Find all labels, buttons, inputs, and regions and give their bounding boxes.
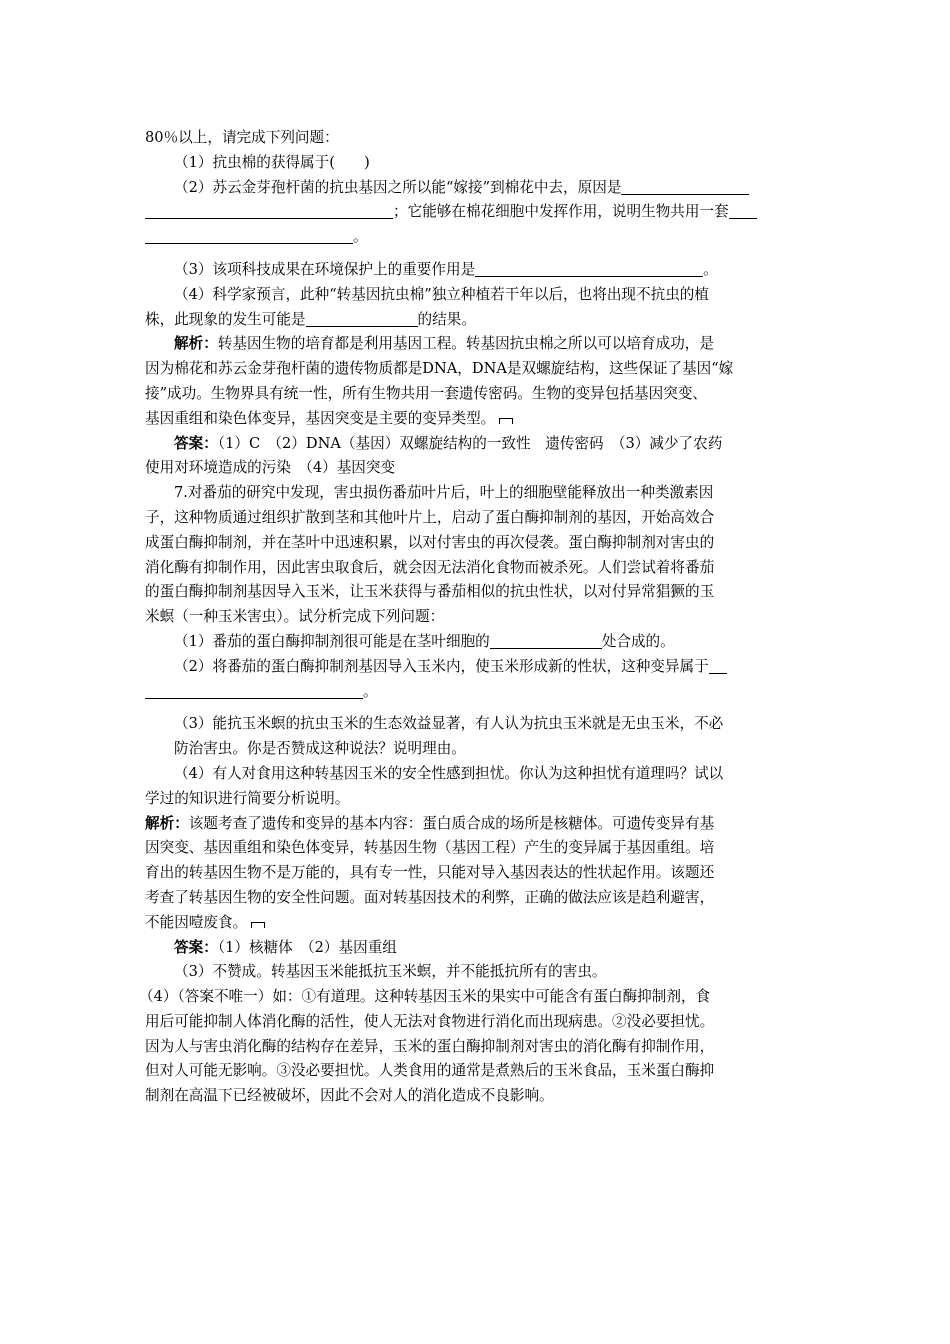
q6-answer-line2: 使用对环境造成的污染 （4）基因突变: [145, 459, 396, 477]
q7-sub4-line2: 学过的知识进行简要分析说明。: [145, 789, 350, 807]
q6-sub4-line2: [145, 308, 807, 333]
q6-answer-line1: [145, 432, 807, 457]
analysis-text: 转基因生物的培育都是利用基因工程。转基因抗虫棉之所以可以培育成功，是: [217, 335, 714, 353]
q6-sub2-line3: [145, 225, 807, 250]
q7-answer-line6: 但对人可能无影响。③没必要担忧。人类食用的通常是煮熟后的玉米食品，玉米蛋白酶抑: [145, 1062, 715, 1080]
analysis-text: 基因重组和染色体变异，基因突变是主要的变异类型。: [145, 409, 496, 427]
q6-analysis-line1: [145, 332, 807, 357]
q7-sub2-end: 。: [363, 682, 378, 700]
answer-blank: [145, 681, 363, 699]
analysis-text: 该题考查了遗传和变异的基本内容：蛋白质合成的场所是核糖体。可遗传变异有基: [188, 814, 715, 832]
answer-blank: [145, 201, 393, 219]
document-page: [139, 126, 807, 1109]
q7-sub2-line1: [145, 655, 807, 680]
answer-blank: [475, 259, 703, 277]
answer-blank: [306, 309, 418, 327]
q6-analysis-line4: [145, 407, 807, 432]
q7-stem-line4: 消化酶有抑制作用，因此害虫取食后，就会因无法消化食物而被杀死。人们尝试着将番茄: [145, 558, 715, 576]
edit-mark-icon: [499, 418, 513, 424]
edit-mark-icon: [251, 922, 265, 928]
q6-sub3-end: 。: [703, 260, 718, 278]
q7-answer-line1: [145, 936, 807, 961]
q7-sub3-line1: （3）能抗玉米螟的抗虫玉米的生态效益显著，有人认为抗虫玉米就是无虫玉米，不必: [174, 715, 724, 733]
answer-blank: [145, 226, 353, 244]
answer-blank: [621, 177, 749, 195]
q7-answer-line7: 制剂在高温下已经被破坏，因此不会对人的消化造成不良影响。: [145, 1087, 554, 1105]
answer-label: 答案：: [174, 938, 218, 956]
analysis-text: 不能因噎废食。: [145, 913, 248, 931]
q6-sub4-end: 的结果。: [417, 310, 476, 328]
q7-analysis-line2: 因突变、基因重组和染色体变异，转基因生物（基因工程）产生的变异属于基因重组。培: [145, 839, 715, 857]
q7-sub1-text: （1）番茄的蛋白酶抑制剂很可能是在茎叶细胞的: [174, 632, 490, 650]
q6-sub4-text: 株，此现象的发生可能是: [145, 310, 306, 328]
q6-sub1: （1）抗虫棉的获得属于( ): [174, 153, 370, 171]
q6-sub4-line1: （4）科学家预言，此种“转基因抗虫棉”独立种植若干年以后，也将出现不抗虫的植: [174, 285, 709, 303]
q7-answer-line5: 因为人与害虫消化酶的结构存在差异，玉米的蛋白酶抑制剂对害虫的消化酶有抑制作用，: [145, 1037, 715, 1055]
q7-stem-line3: 成蛋白酶抑制剂，并在茎叶中迅速积累，以对付害虫的再次侵袭。蛋白酶抑制剂对害虫的: [145, 533, 715, 551]
answer-blank: [729, 201, 757, 219]
q7-sub2-text: （2）将番茄的蛋白酶抑制剂基因导入玉米内，使玉米形成新的性状，这种变异属于: [174, 657, 709, 675]
q6-sub2-text: （2）苏云金芽孢杆菌的抗虫基因之所以能“嫁接”到棉花中去，原因是: [174, 178, 622, 196]
answer-text: （1）C （2）DNA（基因）双螺旋结构的一致性 遗传密码 （3）减少了农药: [217, 434, 723, 452]
q6-sub3: [145, 258, 807, 283]
q7-sub1-end: 处合成的。: [601, 632, 675, 650]
q7-sub3-line2: 防治害虫。你是否赞成这种说法？说明理由。: [174, 740, 466, 758]
q6-sub2-line2: [145, 200, 807, 225]
answer-text: （1）核糖体 （2）基因重组: [217, 938, 397, 956]
q7-stem-line6: 米螟（一种玉米害虫）。试分析完成下列问题：: [145, 608, 445, 626]
q7-analysis-line1: [145, 812, 807, 837]
q7-sub2-line2: [145, 680, 807, 705]
q7-sub4-line1: （4）有人对食用这种转基因玉米的安全性感到担忧。你认为这种担忧有道理吗？试以: [174, 764, 724, 782]
q7-answer-line3: （4）（答案不唯一）如：①有道理。这种转基因玉米的果实中可能含有蛋白酶抑制剂，食: [139, 988, 711, 1006]
answer-label: 答案：: [174, 434, 218, 452]
answer-blank: [709, 656, 727, 674]
q7-answer-line4: 用后可能抑制人体消化酶的活性，使人无法对食物进行消化而出现病患。②没必要担忧。: [145, 1012, 715, 1030]
q6-sub2-end: 。: [353, 228, 368, 246]
q6-analysis-line3: 接”成功。生物界具有统一性，所有生物共用一套遗传密码。生物的变异包括基因突变、: [145, 384, 708, 402]
q7-analysis-line3: 育出的转基因生物不是万能的，具有专一性，只能对导入基因表达的性状起作用。该题还: [145, 864, 715, 882]
q7-answer-line2: （3）不赞成。转基因玉米能抵抗玉米螟，并不能抵抗所有的害虫。: [174, 963, 607, 981]
q7-sub1: [145, 630, 807, 655]
q6-intro-tail: 80％以上，请完成下列问题：: [145, 129, 339, 146]
q7-analysis-line4: 考查了转基因生物的安全性问题。面对转基因技术的利弊，正确的做法应该是趋利避害，: [145, 888, 715, 906]
q7-analysis-line5: [145, 911, 807, 936]
q6-sub2-text: ；它能够在棉花细胞中发挥作用，说明生物共用一套: [393, 203, 729, 221]
analysis-label: 解析：: [145, 814, 189, 832]
q7-stem-line2: 子，这种物质通过组织扩散到茎和其他叶片上，启动了蛋白酶抑制剂的基因，开始高效合: [145, 508, 715, 526]
analysis-label: 解析：: [174, 335, 218, 353]
answer-blank: [490, 631, 602, 649]
q7-stem-line1: 7.对番茄的研究中发现，害虫损伤番茄叶片后，叶上的细胞壁能释放出一种类激素因: [174, 484, 714, 502]
q6-sub2-line1: [145, 176, 807, 201]
q6-analysis-line2: 因为棉花和苏云金芽孢杆菌的遗传物质都是DNA，DNA是双螺旋结构，这些保证了基因“嫁: [145, 360, 734, 378]
q6-sub3-text: （3）该项科技成果在环境保护上的重要作用是: [174, 260, 476, 278]
q7-stem-line5: 的蛋白酶抑制剂基因导入玉米，让玉米获得与番茄相似的抗虫性状，以对付异常猖獗的玉: [145, 583, 715, 601]
